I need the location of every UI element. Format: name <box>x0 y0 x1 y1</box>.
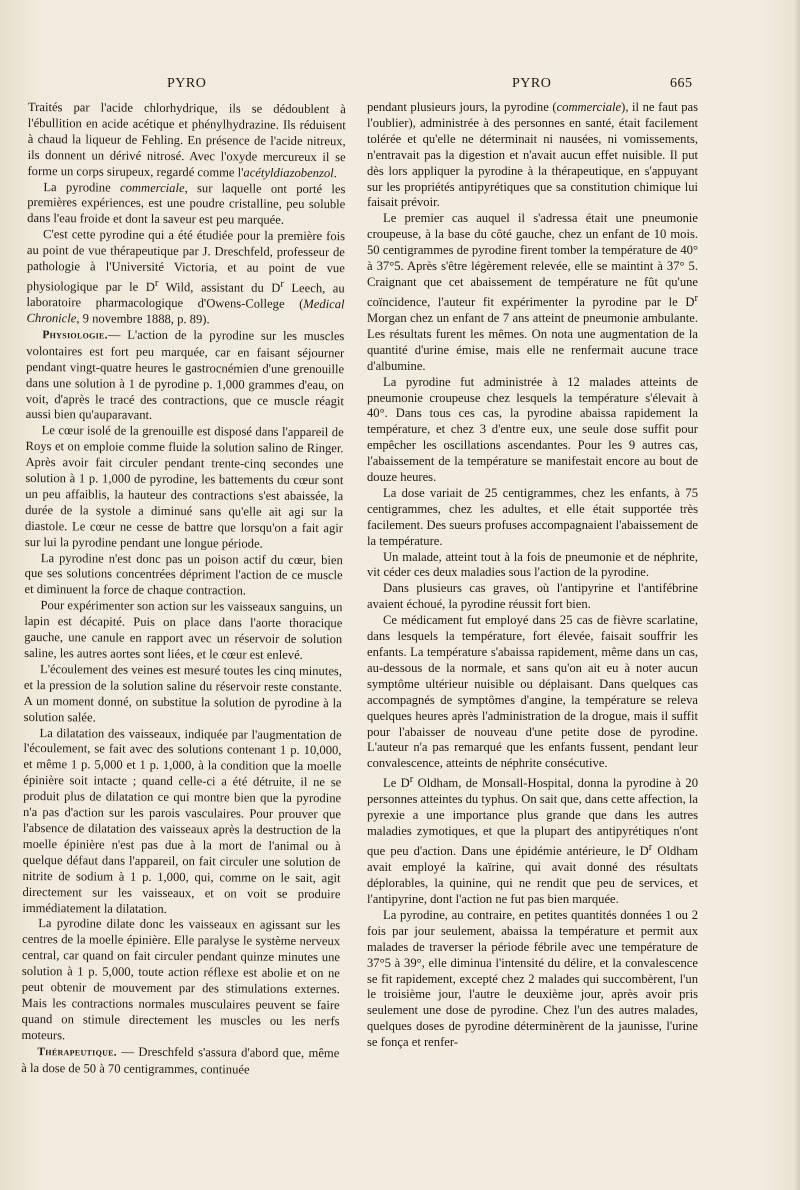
running-head-right: PYRO <box>512 76 552 91</box>
paragraph-physiologie: Physiologie.— L'action de la pyrodine sur les muscles volontaires est fort peu marquée, car en faisant séjourner pendant vingt-quatre heures le gastrocnémien d'une grenouille dans une solution à 1 de pyrodine p. 1,000 grammes d'eau, on voit, d'après le tracé des contractions, que ce muscle réagit aussi bien qu'auparavant. <box>25 327 345 423</box>
page-number: 665 <box>670 76 693 91</box>
paragraph: Traités par l'acide chlorhydrique, ils se dédoublent à l'ébullition en acide acétique et phénylhydrazine. Ils réduisent à chaud la liqueur de Fehling. En présence de l'acide nitreux, ils donnent un dérivé nitrosé. Avec l'oxyde mercureux il se forme un corps sirupeux, regardé comme l'acétyldiazobenzol. <box>27 100 346 180</box>
running-head-left: PYRO <box>167 76 207 91</box>
section-label: Physiologie. <box>42 328 108 342</box>
left-column <box>21 100 346 1079</box>
paragraph: Un malade, atteint tout à la fois de pneumonie et de néphrite, vit céder ces deux maladies sous l'action de la pyrodine. <box>367 549 698 580</box>
paragraph: L'écoulement des veines est mesuré toutes les cinq minutes, et la pression de la solution saline du réservoir reste constante. A un moment donné, on substitue la solution de pyrodine à la solution salée. <box>23 662 343 725</box>
page-edge-shadow <box>794 0 800 1190</box>
paragraph: pendant plusieurs jours, la pyrodine (commerciale), il ne faut pas l'oublier), administrée à des personnes en santé, était facilement tolérée et qu'elle ne déterminait ni nausées, ni vomissements, n'entravait pas la digestion et n'avait aucun effet nuisible. Il put dès lors appliquer la pyrodine à la thérapeutique, en s'appuyant sur les propriétés antipyrétiques que sa constitution chimique lui faisait prévoir. <box>367 100 699 210</box>
paragraph: La pyrodine fut administrée à 12 malades atteints de pneumonie croupeuse chez lesquels la température s'élevait à 40°. Dans tous ces cas, la pyrodine abaissa rapidement la température, et chez 3 d'entre eux, une seule dose suffit pour empêcher les oscillations ascendantes. Pour les 9 autres cas, l'abaissement de la température se manifestait encore au bout de douze heures. <box>367 374 698 485</box>
section-label: Thérapeutique. <box>37 1045 118 1059</box>
paragraph: Le cœur isolé de la grenouille est disposé dans l'appareil de Roys et on emploie comme fluide la solution salino de Ringer. Après avoir fait circuler pendant trente-cinq secondes une solution à 1 p. 1,000 de pyrodine, les battements du cœur sont un peu affaiblis, la hauteur des contractions s'est abaissée, la durée de la systole a diminué sans qu'elle ait agi sur la diastole. Le cœur ne cesse de battre que lorsqu'on a fait agir sur lui la pyrodine pendant une longue période. <box>24 423 344 551</box>
paragraph-therapeutique: Thérapeutique. — Dreschfeld s'assura d'abord que, même à la dose de 50 à 70 centigrammes, continuée <box>21 1044 340 1077</box>
paragraph: La dilatation des vaisseaux, indiquée par l'augmentation de l'écoulement, se fait avec des solutions contenant 1 p. 10,000, et même 1 p. 5,000 et 1 p. 1,000, à la condition que la moelle épinière soit intacte ; quand celle-ci a été détruite, il ne se produit plus de dilatation ce qui montre bien que la pyrodine n'a pas d'action sur les parois vasculaires. Pour prouver que l'absence de dilatation des vaisseaux après la destruction de la moelle épinière n'est pas due à la mort de l'animal ou à quelque défaut dans l'appareil, on fait circuler une solution de nitrite de sodium à 1 p. 1,000, qui, comme on le sait, agit directement sur les vaisseaux, et on voit se produire immédiatement la dilatation. <box>22 725 342 916</box>
paragraph: Le premier cas auquel il s'adressa était une pneumonie croupeuse, à la base du côté gauche, chez un enfant de 10 mois. 50 centigrammes de pyrodine firent tomber la température de 40° à 37°5. Après s'être légèrement relevée, elle se maintint à 37° 5. Craignant que cet abaissement de température ne fût qu'une coïncidence, l'auteur fit expérimenter la pyrodine par le $D^r$ Morgan chez un enfant de 7 ans atteint de pneumonie ambulante. Les résultats furent les mêmes. On nota une augmentation de la quantité d'urine émise, mais elle ne renfermait aucune trace d'albumine. <box>367 211 698 373</box>
paragraph: Pour expérimenter son action sur les vaisseaux sanguins, un lapin est décapité. Puis on place dans l'aorte thoracique gauche, une canule en rapport avec un réservoir de solution saline, les autres aortes sont liées, et le cœur est enlevé. <box>24 598 343 662</box>
paragraph: La pyrodine, au contraire, en petites quantités données 1 ou 2 fois par jour seulement, abaissa la température et permit aux malades de traverser la période fébrile avec une température de 37°5 à 39°, elle diminua l'intensité du délire, et la convalescence se fit rapidement, excepté chez 2 malades qui succombèrent, l'un le troisième jour, l'autre le deuxième jour, après avoir pris seulement une dose de pyrodine. Chez l'un des autres malades, quelques doses de pyrodine déterminèrent de la jaunisse, l'urine se fonça et renfer- <box>367 907 698 1050</box>
page-header <box>0 76 800 96</box>
paragraph: La dose variait de 25 centigrammes, chez les enfants, à 75 centigrammes, chez les adultes, et elle était supportée très facilement. Des sueurs profuses accompagnaient l'abaissement de la température. <box>367 485 698 548</box>
paragraph: La pyrodine dilate donc les vaisseaux en agissant sur les centres de la moelle épinière. Elle paralyse le système nerveux central, car quand on fait circuler pendant quinze minutes une solution à 1 p. 5,000, toute action réflexe est abolie et on ne peut obtenir de mouvement par des stimulations externes. Mais les contractions normales musculaires peuvent se faire quand on stimule directement les muscles ou les nerfs moteurs. <box>21 916 341 1043</box>
paragraph: La pyrodine commerciale, sur laquelle ont porté les premières expériences, est une poudre cristalline, peu soluble dans l'eau froide et dont la saveur est peu marquée. <box>27 179 346 228</box>
paragraph: Le $D^r$ Oldham, de Monsall-Hospital, donna la pyrodine à 20 personnes atteintes du typhus. On sait que, dans cette affection, la pyrexie a une importance plus grande que dans les autres maladies zymotiques, et que la plupart des antipyrétiques n'ont que peu d'action. Dans une épidémie antérieure, le $D^r$ Oldham avait employé la kaïrine, qui avait donné des résultats déplorables, la quinine, qui ne rendit que peu de services, et l'antipyrine, dont l'action ne fut pas bien marquée. <box>367 774 698 906</box>
paragraph: C'est cette pyrodine qui a été étudiée pour la première fois au point de vue thérapeutique par J. Dreschfeld, professeur de pathologie à l'Université Victoria, et au point de vue physiologique par le $D^r$ Wild, assistant du $D^r$ Leech, au laboratoire pharmacologique d'Owens-College (Medical Chronicle, 9 novembre 1888, p. 89). <box>26 227 346 327</box>
right-column <box>367 100 698 1051</box>
paragraph: Ce médicament fut employé dans 25 cas de fièvre scarlatine, dans lesquels la température, fort élevée, faisait souffrir les enfants. La température s'abaissa rapidement, même dans un cas, au-dessous de la normale, et sans qu'on ait eu à noter aucun symptôme ultérieur nuisible ou déplaisant. Dans quelques cas accompagnés de symptômes d'angine, la température se releva quelques heures après l'administration de la drogue, mais il suffit pour l'abaisser de nouveau d'une petite dose de pyrodine. L'auteur n'a pas remarqué que les enfants fussent, pendant leur convalescence, atteints de néphrite consécutive. <box>367 613 698 771</box>
paragraph: Dans plusieurs cas graves, où l'antipyrine et l'antifébrine avaient échoué, la pyrodine réussit fort bien. <box>367 581 698 612</box>
paragraph: La pyrodine n'est donc pas un poison actif du cœur, bien que ses solutions concentrées dépriment l'action de ce muscle et diminuent la force de chaque contraction. <box>24 550 343 598</box>
